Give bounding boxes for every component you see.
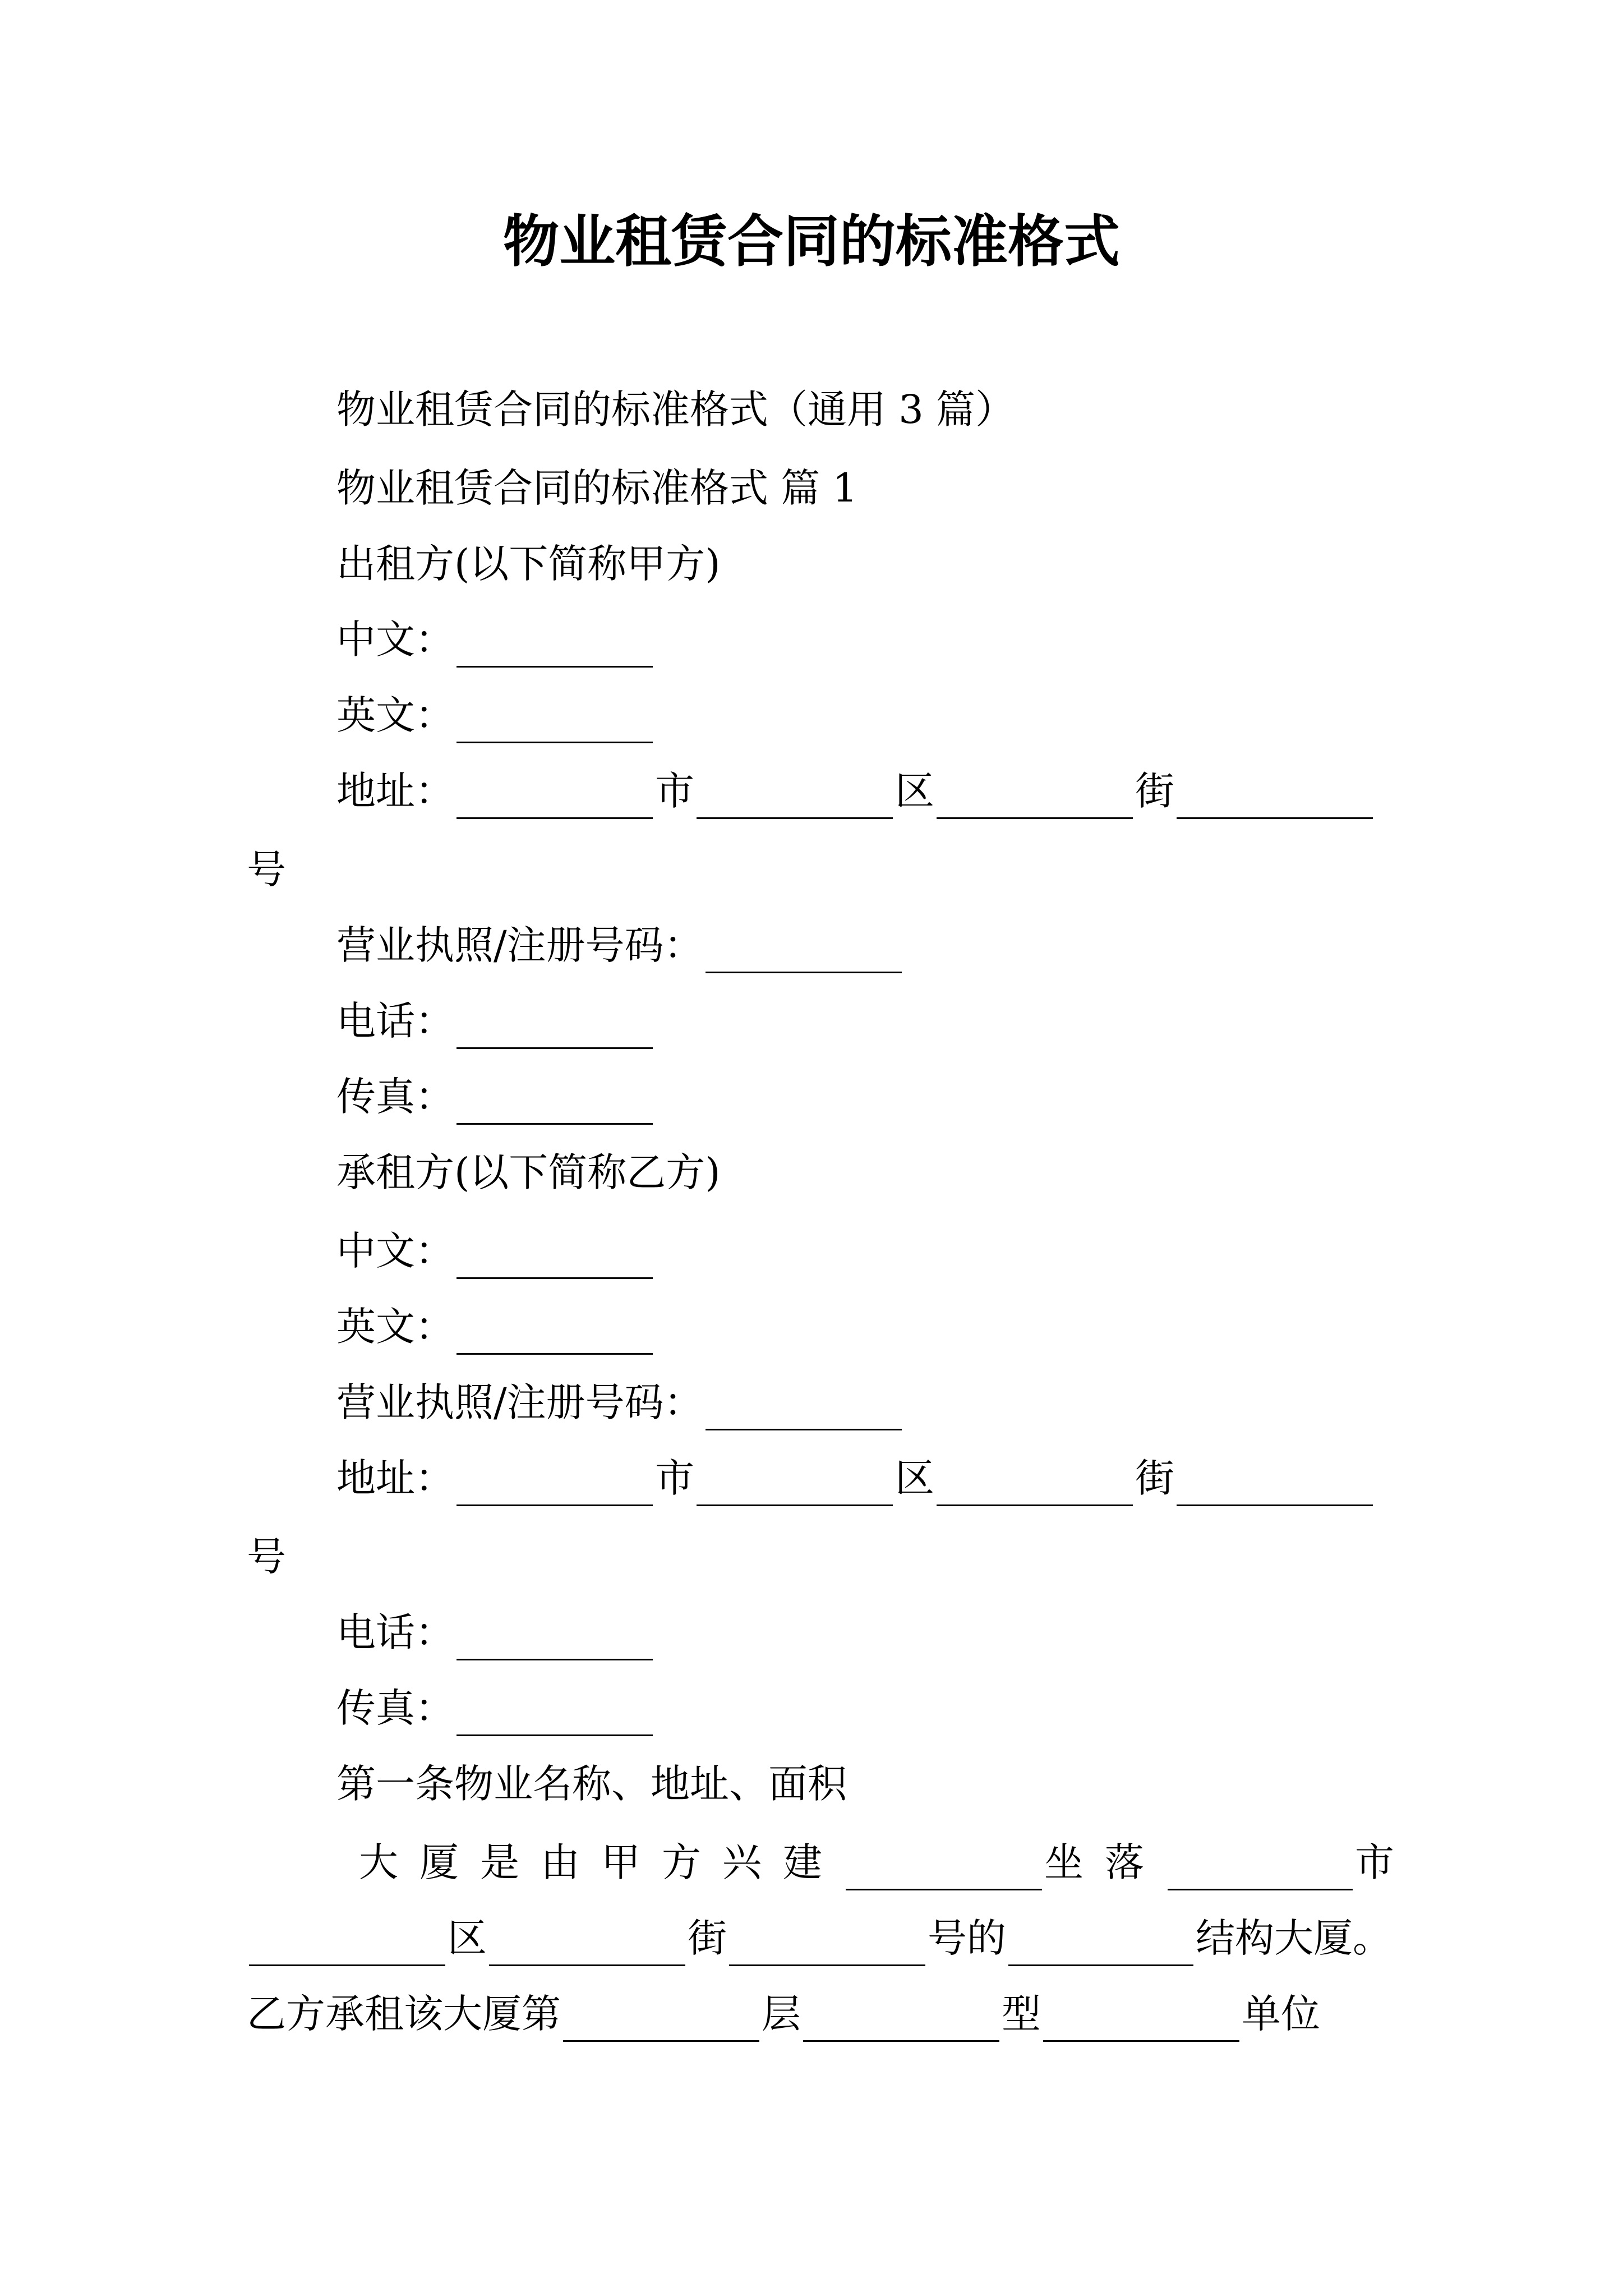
blank-line xyxy=(697,777,893,819)
lessor-chinese-field: 中文： xyxy=(336,611,655,668)
blank-line xyxy=(803,2000,999,2042)
lessee-fax-field: 传真： xyxy=(336,1680,655,1736)
blank-line xyxy=(937,1464,1133,1506)
blank-line xyxy=(457,1237,653,1279)
article1-paragraph-line3: 乙方承租该大厦第 层 型 单位 xyxy=(247,1986,1320,2042)
blank-line xyxy=(1008,1924,1193,1966)
lessee-license-field: 营业执照/注册号码： xyxy=(336,1374,904,1430)
blank-line xyxy=(563,2000,759,2042)
blank-line xyxy=(697,1464,893,1506)
lessor-address-number: 号 xyxy=(247,846,286,892)
blank-line xyxy=(1177,1464,1373,1506)
heading-general: 物业租赁合同的标准格式（通用 3 篇） xyxy=(336,386,1015,432)
blank-line xyxy=(1043,2000,1239,2042)
document-title: 物业租赁合同的标准格式 xyxy=(503,208,1120,274)
blank-line xyxy=(846,1848,1042,1890)
blank-line xyxy=(1168,1848,1353,1890)
lessor-phone-field: 电话： xyxy=(336,993,655,1049)
blank-line xyxy=(1177,777,1373,819)
blank-line xyxy=(249,1924,445,1966)
blank-line xyxy=(457,1694,653,1736)
blank-line xyxy=(457,625,653,668)
lessee-chinese-field: 中文： xyxy=(336,1223,655,1279)
blank-line xyxy=(729,1924,925,1966)
lessee-address-number: 号 xyxy=(247,1534,286,1580)
lessor-address-field: 地址： 市 区 街 xyxy=(336,763,1375,819)
article1-paragraph-line1: 大厦是由甲方兴建 坐落 市 xyxy=(359,1834,1394,1890)
blank-line xyxy=(457,777,653,819)
lessee-address-field: 地址： 市 区 街 xyxy=(336,1450,1375,1506)
article1-paragraph-line2: 区 街 号的 结构大厦。 xyxy=(247,1910,1392,1966)
blank-line xyxy=(457,1083,653,1125)
lessee-phone-field: 电话： xyxy=(336,1604,655,1660)
blank-line xyxy=(706,931,902,973)
blank-line xyxy=(457,1464,653,1506)
lessor-label: 出租方(以下简称甲方) xyxy=(336,541,721,587)
article1-heading: 第一条物业名称、地址、面积 xyxy=(336,1761,847,1807)
lessee-label: 承租方(以下简称乙方) xyxy=(336,1149,721,1195)
blank-line xyxy=(457,1007,653,1049)
heading-part1: 物业租赁合同的标准格式 篇 1 xyxy=(336,465,858,511)
lessor-fax-field: 传真： xyxy=(336,1069,655,1125)
lessor-license-field: 营业执照/注册号码： xyxy=(336,917,904,973)
lessee-english-field: 英文： xyxy=(336,1299,655,1355)
blank-line xyxy=(489,1924,685,1966)
blank-line xyxy=(457,1618,653,1660)
lessor-english-field: 英文： xyxy=(336,687,655,743)
blank-line xyxy=(706,1388,902,1430)
blank-line xyxy=(937,777,1133,819)
blank-line xyxy=(457,1313,653,1355)
blank-line xyxy=(457,701,653,743)
